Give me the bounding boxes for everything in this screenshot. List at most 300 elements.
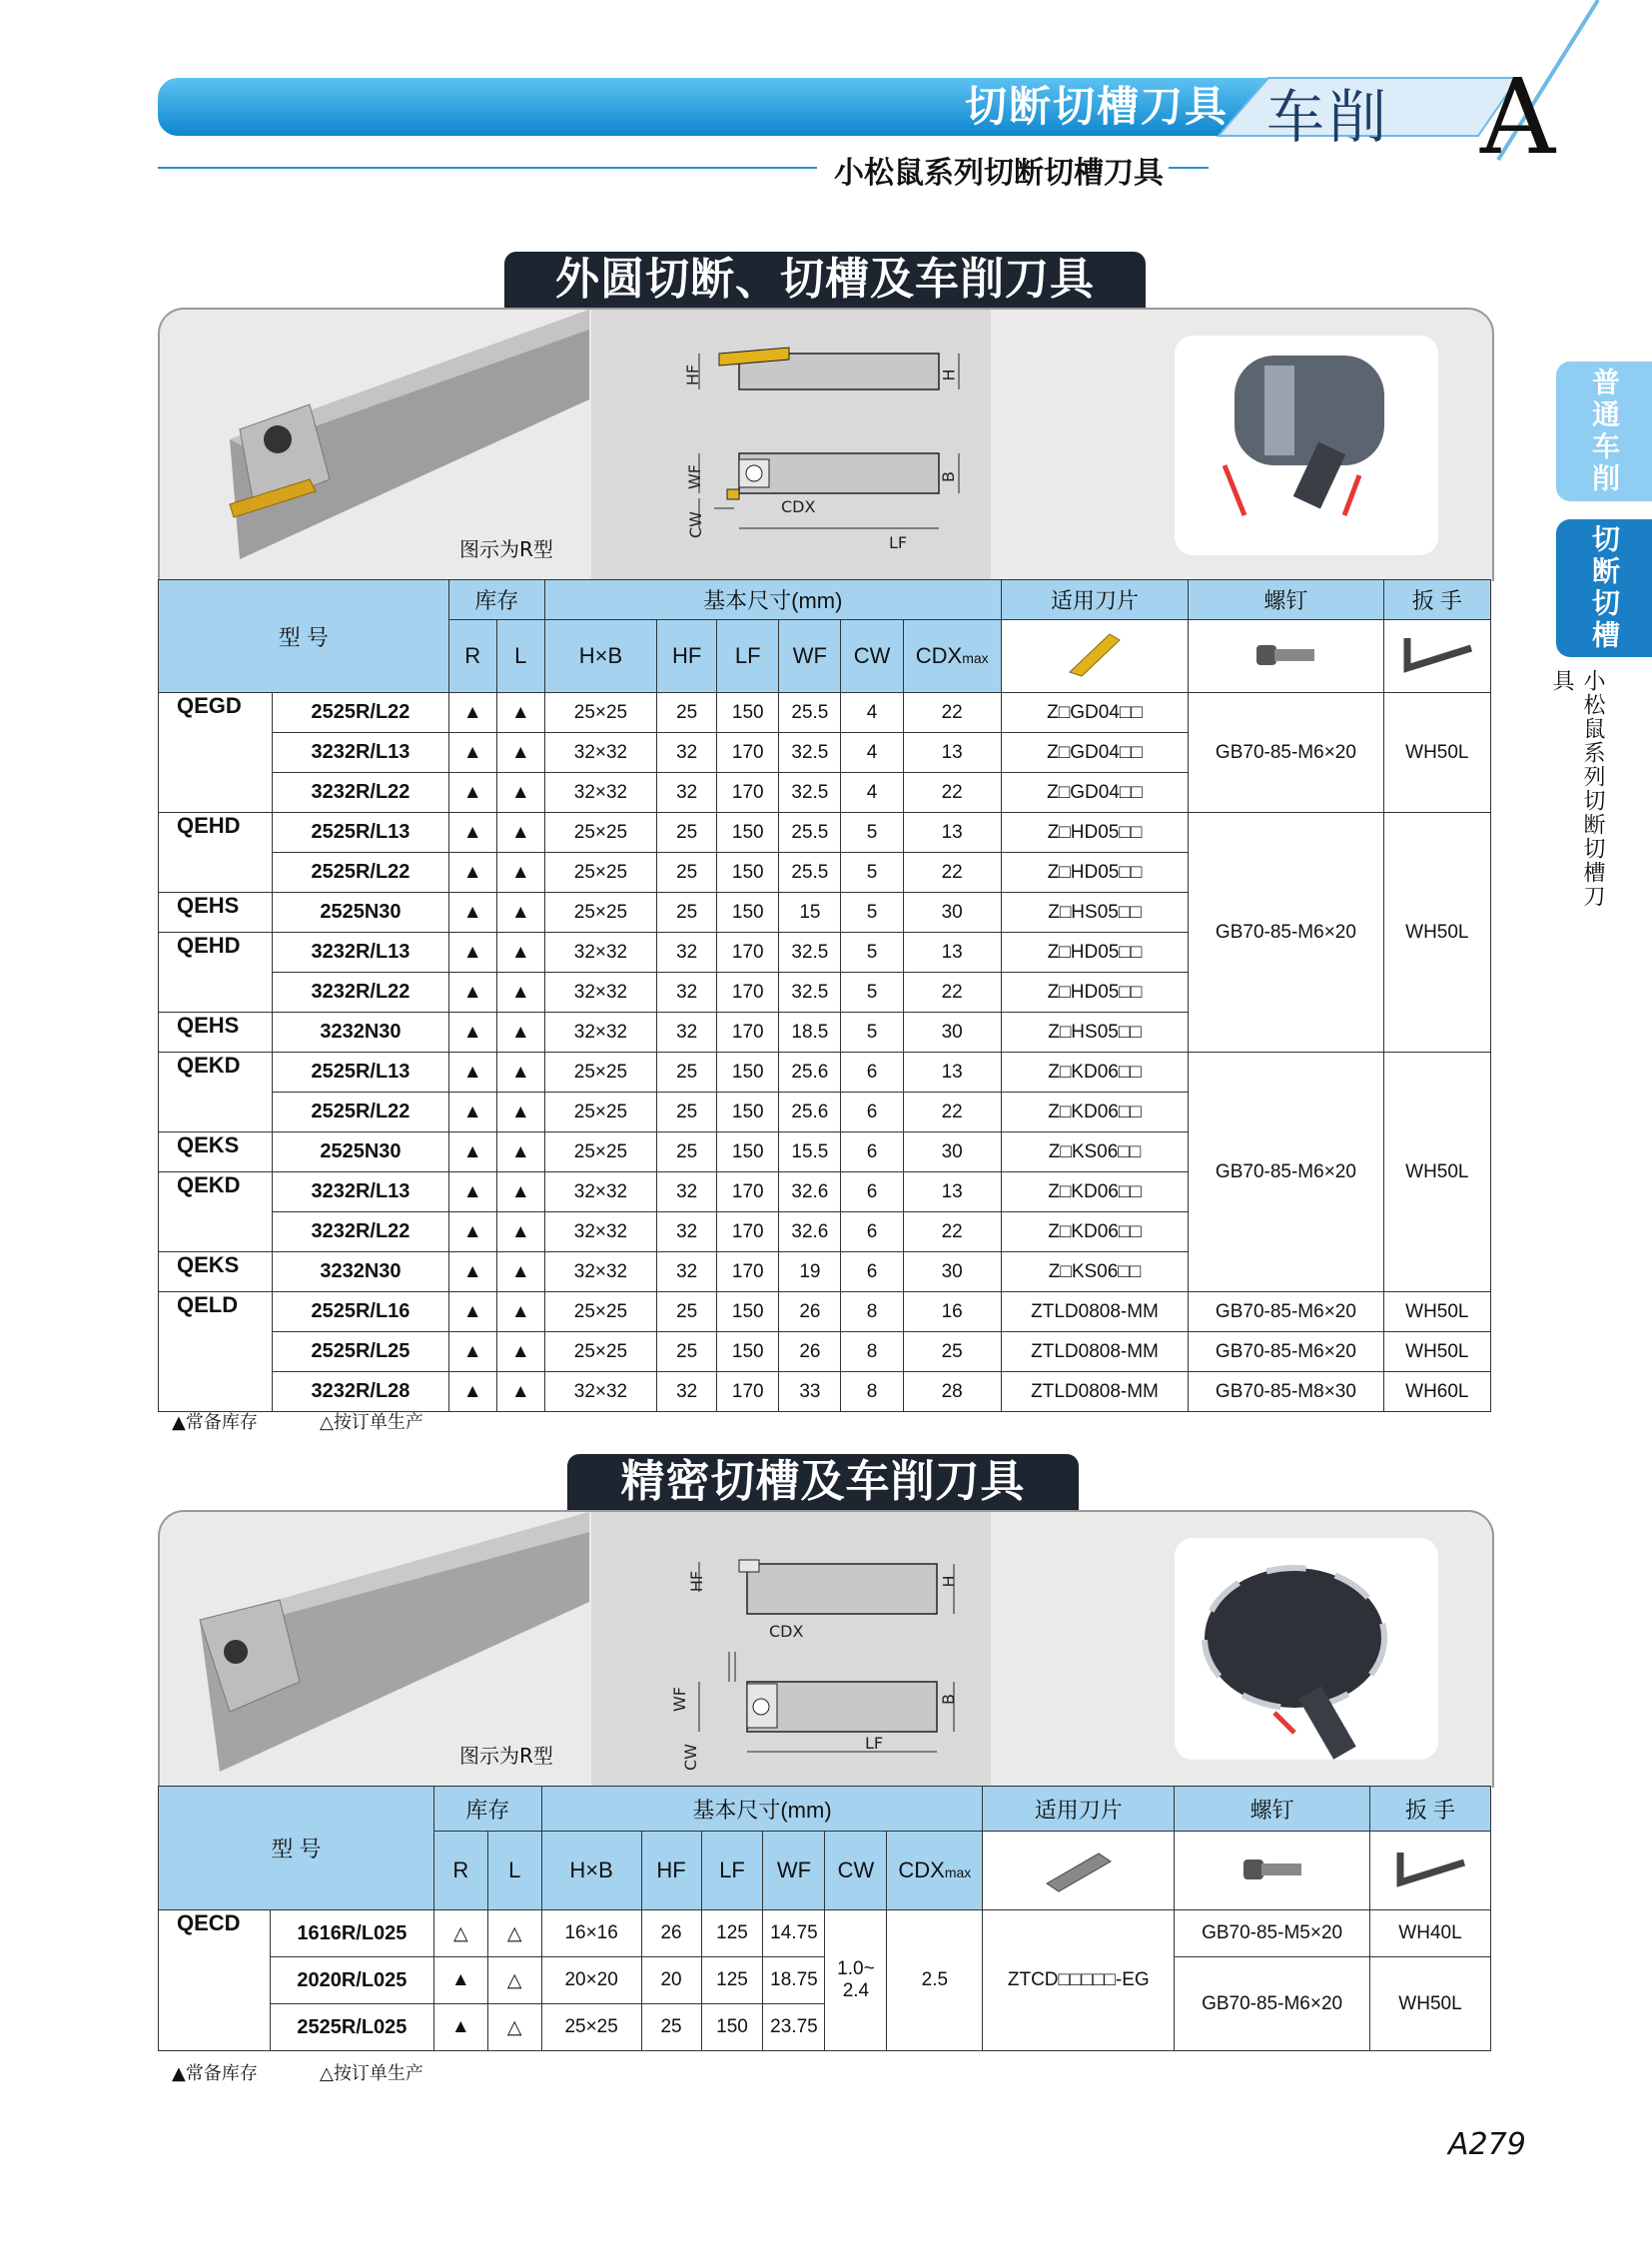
model-code: 2525R/L13 bbox=[273, 1053, 448, 1093]
stock-r: △ bbox=[433, 1910, 487, 1957]
cell-screw: GB70-85-M6×20 bbox=[1189, 1332, 1383, 1372]
cell-hxb: 25×25 bbox=[544, 813, 656, 853]
cell-insert: ZTLD0808-MM bbox=[1001, 1332, 1188, 1372]
col-cdx bbox=[903, 620, 1001, 693]
cell-lf: 170 bbox=[717, 1252, 779, 1292]
col-wf: WF bbox=[779, 620, 841, 693]
cell-insert: Z□GD04□□ bbox=[1001, 733, 1188, 773]
col2-stock: 库存 bbox=[433, 1787, 541, 1832]
cell-cw: 5 bbox=[841, 893, 903, 933]
cell-cdx: 13 bbox=[903, 733, 1001, 773]
cell-wf: 32.5 bbox=[779, 973, 841, 1013]
cell-cw: 6 bbox=[841, 1172, 903, 1212]
cell-lf: 150 bbox=[717, 893, 779, 933]
cell-insert: ZTCD□□□□□-EG bbox=[983, 1910, 1175, 2051]
series-code: QEKD bbox=[159, 1172, 273, 1252]
cell-hf: 32 bbox=[657, 1372, 717, 1412]
cell-hf: 25 bbox=[657, 1292, 717, 1332]
cell-hxb: 16×16 bbox=[541, 1910, 641, 1957]
stock-r: ▲ bbox=[448, 933, 496, 973]
cell-lf: 170 bbox=[717, 973, 779, 1013]
cell-cw: 1.0~ 2.4 bbox=[825, 1910, 887, 2051]
table-row bbox=[159, 813, 1491, 853]
model-code: 2525R/L16 bbox=[273, 1292, 448, 1332]
col-cdx-label: CDX bbox=[915, 643, 963, 668]
cell-cw: 6 bbox=[841, 1212, 903, 1252]
section1-caption: 图示为R型 bbox=[459, 537, 553, 561]
cell-hf: 25 bbox=[657, 1093, 717, 1132]
cell-insert: Z□KD06□□ bbox=[1001, 1212, 1188, 1252]
stock-r: ▲ bbox=[448, 1332, 496, 1372]
model-code: 3232R/L13 bbox=[273, 733, 448, 773]
stock-r: ▲ bbox=[448, 733, 496, 773]
stock-l: ▲ bbox=[496, 1212, 544, 1252]
cell-insert: Z□GD04□□ bbox=[1001, 693, 1188, 733]
screw-icon bbox=[1250, 633, 1320, 673]
dim2-lf: LF bbox=[865, 1734, 884, 1753]
stock-l: △ bbox=[487, 2004, 541, 2051]
stock-r: ▲ bbox=[448, 1172, 496, 1212]
stock-l: ▲ bbox=[496, 893, 544, 933]
cell-cw: 5 bbox=[841, 1013, 903, 1053]
col2-wrench: 扳 手 bbox=[1369, 1787, 1490, 1832]
cell-insert: Z□KD06□□ bbox=[1001, 1172, 1188, 1212]
page-number: A279 bbox=[1448, 2127, 1526, 2162]
stock-l: ▲ bbox=[496, 853, 544, 893]
cell-hxb: 32×32 bbox=[544, 1172, 656, 1212]
cell-cw: 5 bbox=[841, 933, 903, 973]
cell-hxb: 25×25 bbox=[544, 893, 656, 933]
stock-r: ▲ bbox=[448, 1013, 496, 1053]
col-hf: HF bbox=[657, 620, 717, 693]
cell-insert: ZTLD0808-MM bbox=[1001, 1372, 1188, 1412]
cell-hf: 32 bbox=[657, 773, 717, 813]
stock-r: ▲ bbox=[448, 1132, 496, 1172]
cell-cdx: 30 bbox=[903, 1132, 1001, 1172]
cell-wf: 23.75 bbox=[763, 2004, 825, 2051]
cell-hxb: 32×32 bbox=[544, 933, 656, 973]
stock-l: ▲ bbox=[496, 693, 544, 733]
dim2-b: B bbox=[938, 1694, 958, 1705]
series-code: QEHD bbox=[159, 933, 273, 1013]
cell-wrench: WH50L bbox=[1383, 1332, 1490, 1372]
series-code: QEHS bbox=[159, 1013, 273, 1053]
cell-screw: GB70-85-M6×20 bbox=[1189, 1053, 1383, 1292]
stock-l: ▲ bbox=[496, 1372, 544, 1412]
stock-l: ▲ bbox=[496, 1172, 544, 1212]
stock-r: ▲ bbox=[448, 1212, 496, 1252]
stock-l: △ bbox=[487, 1957, 541, 2004]
cell-wf: 25.5 bbox=[779, 853, 841, 893]
section2-legend-order: △按订单生产 bbox=[320, 2063, 423, 2084]
cell-hxb: 32×32 bbox=[544, 1252, 656, 1292]
stock-l: ▲ bbox=[496, 1332, 544, 1372]
dim2-hf: HF bbox=[687, 1570, 707, 1593]
model-code: 1616R/L025 bbox=[270, 1910, 433, 1957]
stock-r: ▲ bbox=[433, 1957, 487, 2004]
cell-wrench: WH50L bbox=[1369, 1957, 1490, 2051]
table-row bbox=[159, 1372, 1491, 1412]
cell-wrench: WH50L bbox=[1383, 813, 1490, 1053]
section2-legend-stock: ▲常备库存 bbox=[172, 2063, 258, 2084]
stock-l: ▲ bbox=[496, 1093, 544, 1132]
section1-table bbox=[158, 579, 1491, 1412]
col-cdx-max: max bbox=[962, 650, 989, 666]
cell-wrench: WH50L bbox=[1383, 1053, 1490, 1292]
cell-hxb: 25×25 bbox=[544, 1292, 656, 1332]
cell-hxb: 25×25 bbox=[541, 2004, 641, 2051]
model-code: 2020R/L025 bbox=[270, 1957, 433, 2004]
cell-hf: 25 bbox=[657, 1132, 717, 1172]
cell-cdx: 30 bbox=[903, 1013, 1001, 1053]
cell-hf: 32 bbox=[657, 1013, 717, 1053]
stock-r: ▲ bbox=[448, 693, 496, 733]
cell-lf: 170 bbox=[717, 1013, 779, 1053]
col2-l: L bbox=[487, 1832, 541, 1910]
insert-image-cell bbox=[1001, 620, 1188, 693]
dim2-wf: WF bbox=[670, 1686, 690, 1713]
side-tab-general-turning[interactable]: 普通车削 bbox=[1556, 362, 1652, 501]
col2-cdx-label: CDX bbox=[898, 1858, 945, 1882]
stock-r: ▲ bbox=[448, 1093, 496, 1132]
model-code: 3232R/L22 bbox=[273, 773, 448, 813]
col-r: R bbox=[448, 620, 496, 693]
cell-wf: 26 bbox=[779, 1292, 841, 1332]
cell-hxb: 32×32 bbox=[544, 973, 656, 1013]
cell-cdx: 28 bbox=[903, 1372, 1001, 1412]
cell-lf: 150 bbox=[717, 1093, 779, 1132]
cell-cdx: 13 bbox=[903, 933, 1001, 973]
cell-hf: 25 bbox=[657, 853, 717, 893]
model-code: 2525R/L22 bbox=[273, 693, 448, 733]
section1-title: 外圆切断、切槽及车削刀具 bbox=[504, 252, 1146, 308]
cell-insert: Z□HS05□□ bbox=[1001, 1013, 1188, 1053]
cell-lf: 170 bbox=[717, 1372, 779, 1412]
cell-wf: 18.5 bbox=[779, 1013, 841, 1053]
cell-cw: 5 bbox=[841, 973, 903, 1013]
model-code: 3232R/L22 bbox=[273, 973, 448, 1013]
cell-hxb: 25×25 bbox=[544, 1332, 656, 1372]
series-code: QEKD bbox=[159, 1053, 273, 1132]
col2-cdx bbox=[887, 1832, 983, 1910]
cell-wf: 25.5 bbox=[779, 813, 841, 853]
model-code: 3232N30 bbox=[273, 1013, 448, 1053]
cell-lf: 150 bbox=[701, 2004, 763, 2051]
cell-insert: Z□KD06□□ bbox=[1001, 1093, 1188, 1132]
cell-lf: 170 bbox=[717, 773, 779, 813]
section2-figure bbox=[158, 1510, 1494, 1788]
cell-cdx: 16 bbox=[903, 1292, 1001, 1332]
dim-cdx: CDX bbox=[781, 497, 816, 516]
dim-h: H bbox=[939, 369, 959, 381]
series-code: QEKS bbox=[159, 1132, 273, 1172]
cell-hf: 32 bbox=[657, 1172, 717, 1212]
insert-icon bbox=[1060, 628, 1130, 678]
screw-image-cell bbox=[1189, 620, 1383, 693]
cell-wf: 26 bbox=[779, 1332, 841, 1372]
cell-cw: 5 bbox=[841, 813, 903, 853]
col-lf: LF bbox=[717, 620, 779, 693]
cell-insert: Z□HD05□□ bbox=[1001, 973, 1188, 1013]
cell-lf: 150 bbox=[717, 1053, 779, 1093]
cell-wf: 32.5 bbox=[779, 773, 841, 813]
cell-hxb: 25×25 bbox=[544, 693, 656, 733]
stock-r: ▲ bbox=[433, 2004, 487, 2051]
col2-r: R bbox=[433, 1832, 487, 1910]
cell-hf: 25 bbox=[657, 1053, 717, 1093]
section2-caption: 图示为R型 bbox=[459, 1744, 553, 1768]
cell-lf: 125 bbox=[701, 1910, 763, 1957]
cell-insert: Z□HD05□□ bbox=[1001, 813, 1188, 853]
section1-legend-order: △按订单生产 bbox=[320, 1412, 423, 1433]
cell-lf: 150 bbox=[717, 1132, 779, 1172]
col-l: L bbox=[496, 620, 544, 693]
cell-cw: 8 bbox=[841, 1372, 903, 1412]
stock-r: ▲ bbox=[448, 1292, 496, 1332]
cell-hxb: 25×25 bbox=[544, 1093, 656, 1132]
cell-screw: GB70-85-M6×20 bbox=[1175, 1957, 1370, 2051]
wrench-icon bbox=[1397, 628, 1477, 678]
col-insert: 适用刀片 bbox=[1001, 580, 1188, 620]
header-rule-left bbox=[158, 167, 817, 169]
dim-cw: CW bbox=[686, 511, 705, 538]
cell-insert: Z□KS06□□ bbox=[1001, 1132, 1188, 1172]
table-row bbox=[159, 1053, 1491, 1093]
cell-hxb: 32×32 bbox=[544, 733, 656, 773]
cell-lf: 170 bbox=[717, 733, 779, 773]
cell-wrench: WH60L bbox=[1383, 1372, 1490, 1412]
stock-l: △ bbox=[487, 1910, 541, 1957]
table-row bbox=[159, 693, 1491, 733]
stock-l: ▲ bbox=[496, 1292, 544, 1332]
cell-hf: 25 bbox=[657, 813, 717, 853]
cell-hf: 25 bbox=[657, 693, 717, 733]
cell-hxb: 20×20 bbox=[541, 1957, 641, 2004]
stock-l: ▲ bbox=[496, 813, 544, 853]
cell-hf: 25 bbox=[657, 1332, 717, 1372]
cell-lf: 150 bbox=[717, 1292, 779, 1332]
model-code: 2525N30 bbox=[273, 1132, 448, 1172]
dim-hf: HF bbox=[683, 364, 703, 386]
section2-table bbox=[158, 1786, 1491, 2051]
series-code: QEHD bbox=[159, 813, 273, 893]
wrench-image-cell bbox=[1383, 620, 1490, 693]
cell-wrench: WH50L bbox=[1383, 693, 1490, 813]
stock-l: ▲ bbox=[496, 973, 544, 1013]
cell-screw: GB70-85-M6×20 bbox=[1189, 1292, 1383, 1332]
section1-legend-stock: ▲常备库存 bbox=[172, 1412, 258, 1433]
stock-r: ▲ bbox=[448, 813, 496, 853]
dim-b: B bbox=[938, 471, 958, 482]
dim-wf: WF bbox=[685, 463, 705, 490]
cell-hf: 32 bbox=[657, 1252, 717, 1292]
cell-hxb: 25×25 bbox=[544, 853, 656, 893]
cell-hxb: 32×32 bbox=[544, 1372, 656, 1412]
series-code: QEHS bbox=[159, 893, 273, 933]
col2-hxb: H×B bbox=[541, 1832, 641, 1910]
cell-hf: 20 bbox=[641, 1957, 701, 2004]
cell-wf: 19 bbox=[779, 1252, 841, 1292]
model-code: 3232R/L13 bbox=[273, 1172, 448, 1212]
section1-dimension-drawing bbox=[679, 324, 979, 573]
stock-r: ▲ bbox=[448, 893, 496, 933]
cell-cw: 6 bbox=[841, 1252, 903, 1292]
col2-lf: LF bbox=[701, 1832, 763, 1910]
model-code: 2525R/L25 bbox=[273, 1332, 448, 1372]
model-code: 3232R/L28 bbox=[273, 1372, 448, 1412]
col2-insert: 适用刀片 bbox=[983, 1787, 1175, 1832]
cell-cw: 4 bbox=[841, 733, 903, 773]
side-section-text: 小松鼠系列切断切槽刀具 bbox=[1549, 669, 1605, 909]
cell-hxb: 32×32 bbox=[544, 1013, 656, 1053]
cell-hxb: 32×32 bbox=[544, 773, 656, 813]
wrench2-image-cell bbox=[1369, 1832, 1490, 1910]
stock-r: ▲ bbox=[448, 1372, 496, 1412]
model-code: 2525R/L22 bbox=[273, 1093, 448, 1132]
cell-insert: Z□GD04□□ bbox=[1001, 773, 1188, 813]
side-tab-parting-grooving[interactable]: 切断切槽 bbox=[1556, 519, 1652, 657]
stock-l: ▲ bbox=[496, 773, 544, 813]
dim-lf: LF bbox=[889, 533, 908, 552]
cell-cdx: 2.5 bbox=[887, 1910, 983, 2051]
cell-cdx: 25 bbox=[903, 1332, 1001, 1372]
series-code: QEKS bbox=[159, 1252, 273, 1292]
cell-cw: 4 bbox=[841, 693, 903, 733]
cell-hf: 26 bbox=[641, 1910, 701, 1957]
cell-cw: 4 bbox=[841, 773, 903, 813]
stock-l: ▲ bbox=[496, 1132, 544, 1172]
cell-insert: Z□KS06□□ bbox=[1001, 1252, 1188, 1292]
model-code: 3232R/L22 bbox=[273, 1212, 448, 1252]
cell-insert: ZTLD0808-MM bbox=[1001, 1292, 1188, 1332]
col2-screw: 螺钉 bbox=[1175, 1787, 1370, 1832]
stock-l: ▲ bbox=[496, 1252, 544, 1292]
table-row bbox=[159, 1957, 1491, 2004]
section2-title: 精密切槽及车削刀具 bbox=[567, 1454, 1079, 1510]
section2-application-image bbox=[1175, 1538, 1438, 1760]
col2-cw: CW bbox=[825, 1832, 887, 1910]
table-row bbox=[159, 1292, 1491, 1332]
cell-hxb: 32×32 bbox=[544, 1212, 656, 1252]
cell-hf: 25 bbox=[641, 2004, 701, 2051]
cell-lf: 150 bbox=[717, 813, 779, 853]
cell-cw: 6 bbox=[841, 1053, 903, 1093]
cell-hf: 32 bbox=[657, 733, 717, 773]
cell-hxb: 25×25 bbox=[544, 1053, 656, 1093]
cell-hxb: 25×25 bbox=[544, 1132, 656, 1172]
screw2-icon bbox=[1238, 1848, 1307, 1887]
cell-lf: 150 bbox=[717, 693, 779, 733]
stock-l: ▲ bbox=[496, 933, 544, 973]
cell-wf: 33 bbox=[779, 1372, 841, 1412]
cell-lf: 150 bbox=[717, 853, 779, 893]
cell-wf: 25.5 bbox=[779, 693, 841, 733]
cell-wf: 14.75 bbox=[763, 1910, 825, 1957]
stock-r: ▲ bbox=[448, 973, 496, 1013]
series-code: QECD bbox=[159, 1910, 271, 2051]
col2-cdx-max: max bbox=[944, 1865, 972, 1880]
header-title: 切断切槽刀具 bbox=[964, 82, 1229, 131]
series-code: QEGD bbox=[159, 693, 273, 813]
cell-wrench: WH50L bbox=[1383, 1292, 1490, 1332]
cell-lf: 170 bbox=[717, 1172, 779, 1212]
model-code: 3232R/L13 bbox=[273, 933, 448, 973]
cell-cdx: 22 bbox=[903, 1212, 1001, 1252]
header-letter: A bbox=[1480, 56, 1556, 178]
col-wrench: 扳 手 bbox=[1383, 580, 1490, 620]
cell-hf: 25 bbox=[657, 893, 717, 933]
cell-wf: 32.6 bbox=[779, 1212, 841, 1252]
table-row bbox=[159, 1910, 1491, 1957]
stock-r: ▲ bbox=[448, 853, 496, 893]
cell-cw: 8 bbox=[841, 1332, 903, 1372]
cell-wf: 25.6 bbox=[779, 1053, 841, 1093]
section1-figure bbox=[158, 308, 1494, 581]
cell-insert: Z□HD05□□ bbox=[1001, 853, 1188, 893]
cell-hf: 32 bbox=[657, 933, 717, 973]
cell-cw: 8 bbox=[841, 1292, 903, 1332]
model-code: 2525R/L22 bbox=[273, 853, 448, 893]
cell-wf: 32.5 bbox=[779, 933, 841, 973]
cell-cw: 6 bbox=[841, 1132, 903, 1172]
col2-model: 型 号 bbox=[159, 1787, 434, 1910]
cell-screw: GB70-85-M6×20 bbox=[1189, 813, 1383, 1053]
insert2-icon bbox=[1039, 1838, 1119, 1897]
cell-wf: 18.75 bbox=[763, 1957, 825, 2004]
cell-cdx: 13 bbox=[903, 813, 1001, 853]
model-code: 2525R/L025 bbox=[270, 2004, 433, 2051]
cell-wf: 15 bbox=[779, 893, 841, 933]
section1-application-image bbox=[1175, 336, 1438, 555]
stock-l: ▲ bbox=[496, 733, 544, 773]
cell-cw: 5 bbox=[841, 853, 903, 893]
col-stock: 库存 bbox=[448, 580, 544, 620]
stock-l: ▲ bbox=[496, 1013, 544, 1053]
model-code: 3232N30 bbox=[273, 1252, 448, 1292]
cell-lf: 150 bbox=[717, 1332, 779, 1372]
cell-lf: 170 bbox=[717, 933, 779, 973]
stock-r: ▲ bbox=[448, 773, 496, 813]
cell-lf: 125 bbox=[701, 1957, 763, 2004]
dim2-cdx: CDX bbox=[769, 1622, 804, 1641]
screw2-image-cell bbox=[1175, 1832, 1370, 1910]
cell-cdx: 30 bbox=[903, 1252, 1001, 1292]
col-basic-dims: 基本尺寸(mm) bbox=[544, 580, 1001, 620]
cell-cdx: 30 bbox=[903, 893, 1001, 933]
cell-lf: 170 bbox=[717, 1212, 779, 1252]
cell-cdx: 22 bbox=[903, 973, 1001, 1013]
cell-insert: Z□KD06□□ bbox=[1001, 1053, 1188, 1093]
insert2-image-cell bbox=[983, 1832, 1175, 1910]
col-model: 型 号 bbox=[159, 580, 449, 693]
col2-basic-dims: 基本尺寸(mm) bbox=[541, 1787, 983, 1832]
cell-screw: GB70-85-M6×20 bbox=[1189, 693, 1383, 813]
header-subtitle: 小松鼠系列切断切槽刀具 bbox=[834, 156, 1164, 191]
col2-wf: WF bbox=[763, 1832, 825, 1910]
cell-wrench: WH40L bbox=[1369, 1910, 1490, 1957]
cell-insert: Z□HS05□□ bbox=[1001, 893, 1188, 933]
cell-wf: 32.5 bbox=[779, 733, 841, 773]
col-cw: CW bbox=[841, 620, 903, 693]
cell-cdx: 13 bbox=[903, 1172, 1001, 1212]
cell-cdx: 22 bbox=[903, 773, 1001, 813]
col-hxb: H×B bbox=[544, 620, 656, 693]
stock-r: ▲ bbox=[448, 1053, 496, 1093]
dim2-h: H bbox=[939, 1575, 959, 1588]
cell-insert: Z□HD05□□ bbox=[1001, 933, 1188, 973]
cell-cdx: 13 bbox=[903, 1053, 1001, 1093]
cell-screw: GB70-85-M5×20 bbox=[1175, 1910, 1370, 1957]
